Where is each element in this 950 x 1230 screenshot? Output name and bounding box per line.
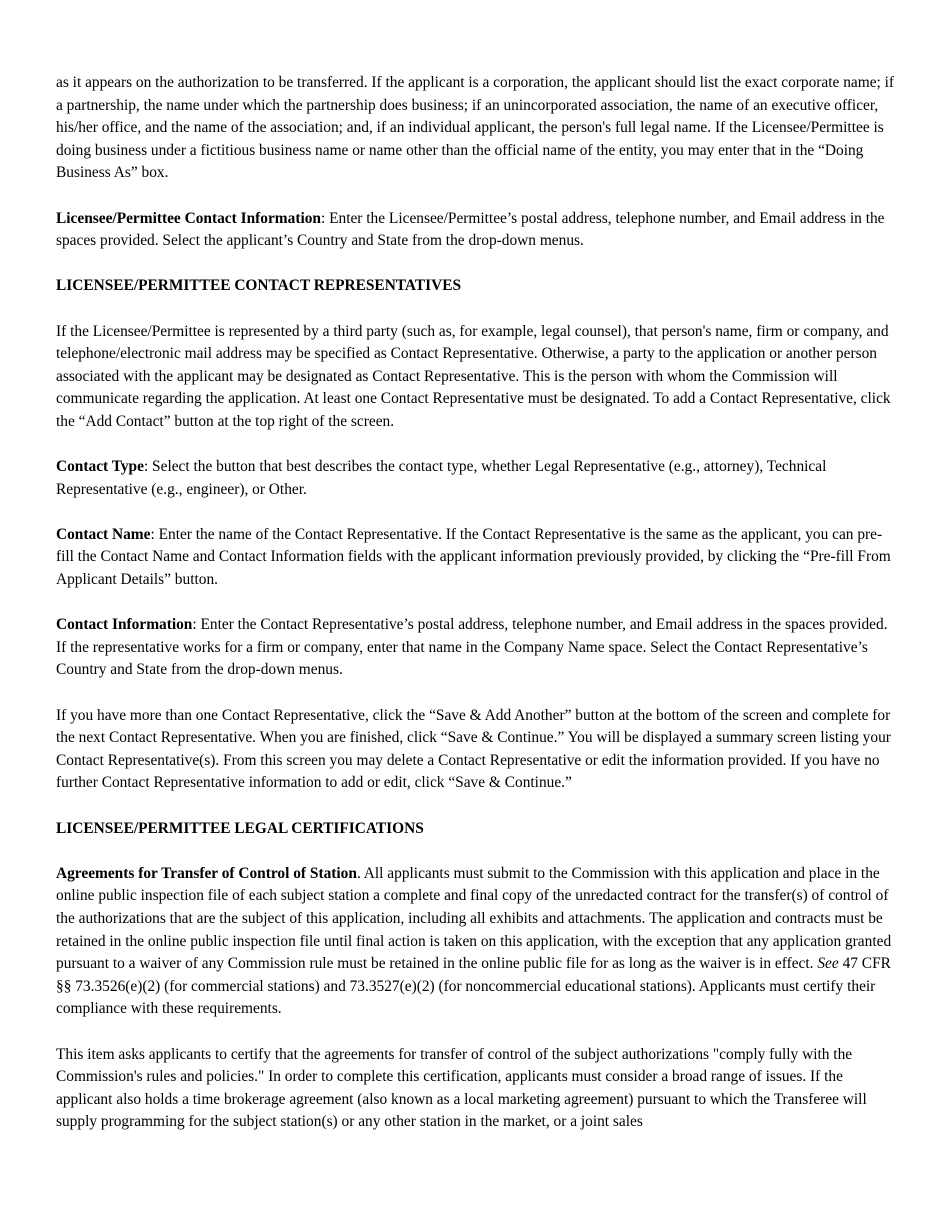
paragraph-contact-information-intro: Licensee/Permittee Contact Information: Enter the Licensee/Permittee’s postal address, telephone number, and Email address in the spaces provided. Select the applicant’s Country and State from the drop-down menus. [56,209,885,250]
label-contact-type: Contact Type [56,458,144,476]
paragraph-certification-rules: This item asks applicants to certify that the agreements for transfer of control of the subject authorizations "comply fully with the Commission's rules and policies." In order to complete this certification, applicants must consider a broad range of issues. If the applicant also holds a time brokerage agreement (also known as a local marketing agreement) pursuant to which the Transferee will supply programming for the subject station(s) or any other station in the market, or a joint sales [56,1045,867,1131]
label-licensee-contact-information: Licensee/Permittee Contact Information [56,209,321,227]
paragraph-contact-representatives: If the Licensee/Permittee is represented by a third party (such as, for example, legal counsel), that person's name, firm or company, and telephone/electronic mail address may be specified as Contact Representative. Otherwise, a party to the application or another person associated with the applicant may be designated as Contact Representative. This is the person with whom the Commission will communicate regarding the application. At least one Contact Representative must be designated. To add a Contact Representative, click the “Add Contact” button at the top right of the screen. [56,322,891,430]
paragraph-contact-information: Contact Information: Enter the Contact Representative’s postal address, telephone number, and Email address in the spaces provided. If the representative works for a firm or company, enter that name in the Company Name space. Select the Contact Representative’s Country and State from the drop-down menus. [56,616,888,679]
document-page [56,72,898,1157]
heading-contact-representatives: LICENSEE/PERMITTEE CONTACT REPRESENTATIVES [56,277,462,295]
paragraph-contact-name: Contact Name: Enter the name of the Contact Representative. If the Contact Representative is the same as the applicant, you can pre-fill the Contact Name and Contact Information fields with the applicant information previously provided, by clicking the “Pre-fill From Applicant Details” button. [56,525,891,589]
heading-legal-certifications: LICENSEE/PERMITTEE LEGAL CERTIFICATIONS [56,819,424,837]
paragraph-contact-type: Contact Type: Select the button that best describes the contact type, whether Legal Representative (e.g., attorney), Technical Representative (e.g., engineer), or Other. [56,458,827,498]
label-contact-name: Contact Name [56,525,151,543]
citation-see: See [817,955,839,973]
paragraph-multiple-representatives: If you have more than one Contact Representative, click the “Save & Add Another” button at the bottom of the screen and complete for the next Contact Representative. When you are finished, click “Save & Continue.” You will be displayed a summary screen listing your Contact Representative(s). From this screen you may delete a Contact Representative or edit the information provided. If you have no further Contact Representative information to add or edit, click “Save & Continue.” [56,706,891,792]
paragraph-authorization-name: as it appears on the authorization to be transferred. If the applicant is a corporation, the applicant should list the exact corporate name; if a partnership, the name under which the partnership does business; if an unincorporated association, the name of an executive officer, his/her office, and the name of the association; and, if an individual applicant, the person's full legal name. If the Licensee/Permittee is doing business under a fictitious business name or name other than the official name of the entity, you may enter that in the “Doing Business As” box. [56,74,895,182]
paragraph-agreements-transfer-control: Agreements for Transfer of Control of Station. All applicants must submit to the Commission with this application and place in the online public inspection file of each subject station a complete and final copy of the unredacted contract for the transfer(s) of control of the authorizations that are the subject of this application, including all exhibits and attachments. The application and contracts must be retained in the online public inspection file until final action is taken on this application, with the exception that any application granted pursuant to a waiver of any Commission rule must be retained in the online public file for as long as the waiver is in effect. See 47 CFR §§ 73.3526(e)(2) (for commercial stations) and 73.3527(e)(2) (for noncommercial educational stations). Applicants must certify their compliance with these requirements. [56,864,892,1018]
label-agreements-transfer-control: Agreements for Transfer of Control of Station [56,864,357,882]
label-contact-information: Contact Information [56,616,193,634]
